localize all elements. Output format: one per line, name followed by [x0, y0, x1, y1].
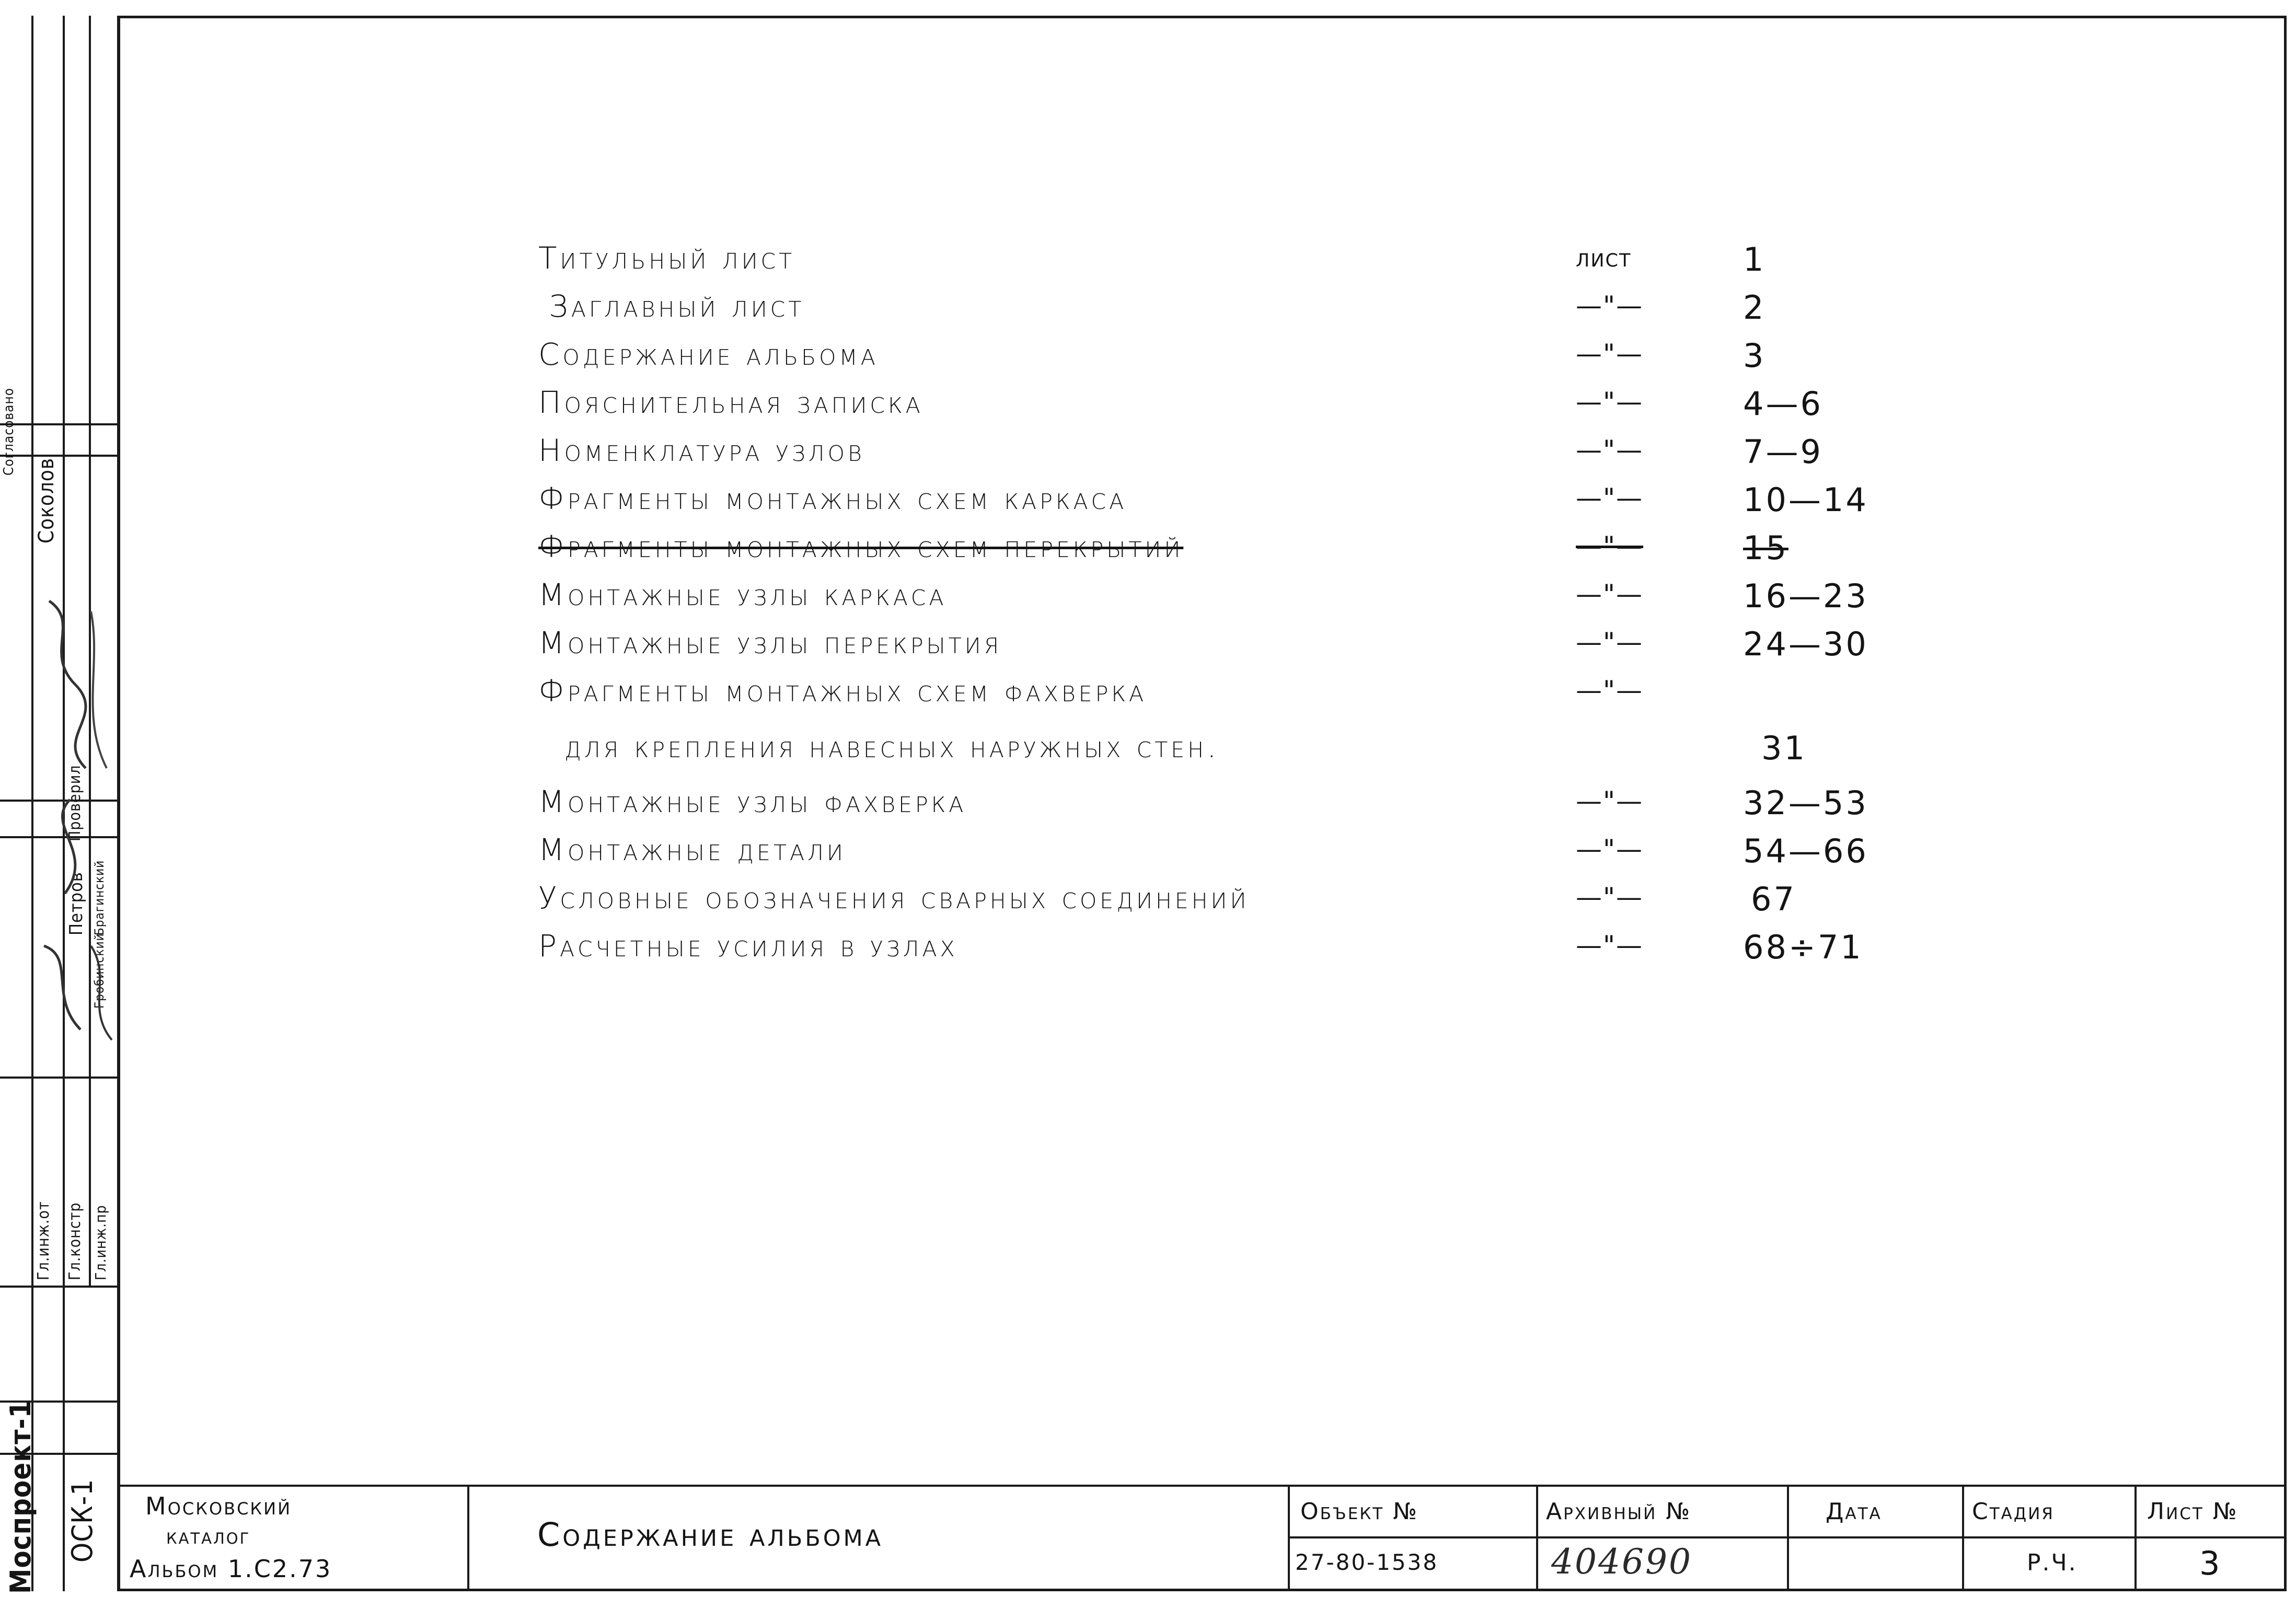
contents-row	[538, 729, 1949, 771]
stamp-name: Петров	[66, 872, 87, 935]
contents-row	[538, 673, 1949, 715]
stamp-role: Гл.инж.от	[34, 1201, 53, 1280]
contents-row	[538, 433, 1949, 475]
archive-number: 404690	[1551, 1542, 1692, 1582]
archive-label: Архивный №	[1546, 1498, 1692, 1525]
contents-pages: 68÷71	[1743, 928, 1863, 966]
contents-title: Титульный лист	[538, 240, 795, 276]
contents-pages: 3	[1743, 337, 1766, 375]
object-label: Объект №	[1300, 1498, 1418, 1525]
stage-cell	[1964, 1487, 2137, 1591]
contents-mark: —"—	[1576, 531, 1643, 561]
catalog-line: каталог	[166, 1523, 251, 1549]
contents-row	[538, 784, 1949, 826]
contents-pages: 1	[1743, 240, 1766, 279]
catalog-line: Московский	[145, 1492, 292, 1520]
contents-pages: 7—9	[1743, 433, 1823, 471]
contents-mark: —"—	[1576, 291, 1643, 321]
sheet-title: Содержание альбома	[537, 1515, 884, 1554]
contents-title: Монтажные узлы каркаса	[538, 577, 947, 612]
date-label: Дата	[1826, 1498, 1882, 1525]
stage-value: Р.Ч.	[2027, 1549, 2078, 1576]
contents-title: Фрагменты монтажных схем фахверка	[538, 673, 1147, 709]
contents-title: Расчетные усилия в узлах	[538, 928, 958, 964]
contents-mark: —"—	[1576, 627, 1643, 657]
contents-pages: 54—66	[1743, 832, 1868, 870]
contents-title: Заглавный лист	[549, 288, 805, 324]
archive-cell	[1538, 1487, 1789, 1591]
strip-line	[0, 1077, 119, 1079]
contents-title: Номенклатура узлов	[538, 433, 865, 468]
strip-line	[117, 16, 119, 1591]
contents-pages: 31	[1761, 729, 1807, 767]
contents-title: Содержание альбома	[538, 337, 879, 372]
stamp-name: Брагинский	[92, 860, 107, 935]
sheet-number-label: Лист №	[2147, 1498, 2239, 1525]
contents-row-struck	[538, 529, 1949, 571]
contents-title: для крепления навесных наружных стен.	[564, 729, 1220, 765]
date-cell	[1789, 1487, 1964, 1591]
title-block	[119, 1487, 2287, 1591]
contents-row	[538, 288, 1949, 330]
album-code: Альбом 1.С2.73	[130, 1555, 332, 1583]
title-block-row-line	[1290, 1536, 2287, 1538]
object-cell	[1290, 1487, 1538, 1591]
contents-mark: —"—	[1576, 786, 1643, 816]
contents-mark: —"—	[1576, 834, 1643, 864]
stamp-role: Гл.констр	[66, 1202, 84, 1280]
contents-row	[538, 625, 1949, 667]
contents-pages: 67	[1751, 880, 1796, 918]
strip-line	[0, 423, 119, 425]
contents-mark: —"—	[1576, 387, 1643, 417]
stamp-role: Проверил	[66, 765, 84, 841]
agreed-label: Согласовано	[1, 387, 17, 476]
contents-mark: лист	[1576, 242, 1632, 273]
organization-name: Моспроект-1	[4, 1399, 37, 1594]
department-code: ОСК-1	[66, 1478, 99, 1563]
contents-row	[538, 928, 1949, 970]
contents-row	[538, 832, 1949, 874]
contents-pages: 16—23	[1743, 577, 1868, 615]
contents-pages: 15	[1743, 529, 1789, 567]
sheet-number: 3	[2199, 1544, 2222, 1582]
sheet-title-cell	[469, 1487, 1290, 1591]
contents-title: Монтажные узлы перекрытия	[538, 625, 1002, 661]
contents-row	[538, 481, 1949, 523]
side-stamp	[0, 16, 119, 1594]
contents-row	[538, 880, 1949, 922]
catalog-cell	[119, 1487, 469, 1591]
sheet-number-cell	[2137, 1487, 2287, 1591]
signature-marks	[33, 580, 117, 1050]
contents-mark: —"—	[1576, 675, 1643, 705]
contents-pages: 32—53	[1743, 784, 1868, 822]
contents-pages: 2	[1743, 288, 1766, 327]
contents-mark: —"—	[1576, 339, 1643, 369]
contents-mark: —"—	[1576, 483, 1643, 513]
contents-title: Фрагменты монтажных схем перекрытий	[538, 529, 1184, 564]
contents-pages: 24—30	[1743, 625, 1868, 663]
contents-mark: —"—	[1576, 435, 1643, 465]
contents-mark: —"—	[1576, 579, 1643, 609]
strip-line	[0, 1286, 119, 1288]
contents-title: Пояснительная записка	[538, 385, 924, 420]
contents-title: Монтажные узлы фахверка	[538, 784, 967, 819]
contents-row	[538, 337, 1949, 378]
contents-row	[538, 385, 1949, 426]
contents-title: Условные обозначения сварных соединений	[538, 880, 1250, 916]
contents-row	[538, 240, 1949, 282]
stamp-name: Соколов	[34, 457, 59, 543]
contents-mark: —"—	[1576, 930, 1643, 960]
contents-title: Монтажные детали	[538, 832, 846, 867]
stamp-name: Гробинский	[92, 933, 107, 1009]
strip-line	[0, 455, 119, 457]
contents-pages: 4—6	[1743, 385, 1823, 423]
contents-row	[538, 577, 1949, 619]
stamp-role: Гл.инж.пр	[92, 1205, 109, 1280]
object-number: 27-80-1538	[1295, 1549, 1439, 1575]
contents-title: Фрагменты монтажных схем каркаса	[538, 481, 1127, 516]
stage-label: Стадия	[1972, 1498, 2055, 1525]
contents-pages: 10—14	[1743, 481, 1868, 519]
contents-mark: —"—	[1576, 882, 1643, 912]
